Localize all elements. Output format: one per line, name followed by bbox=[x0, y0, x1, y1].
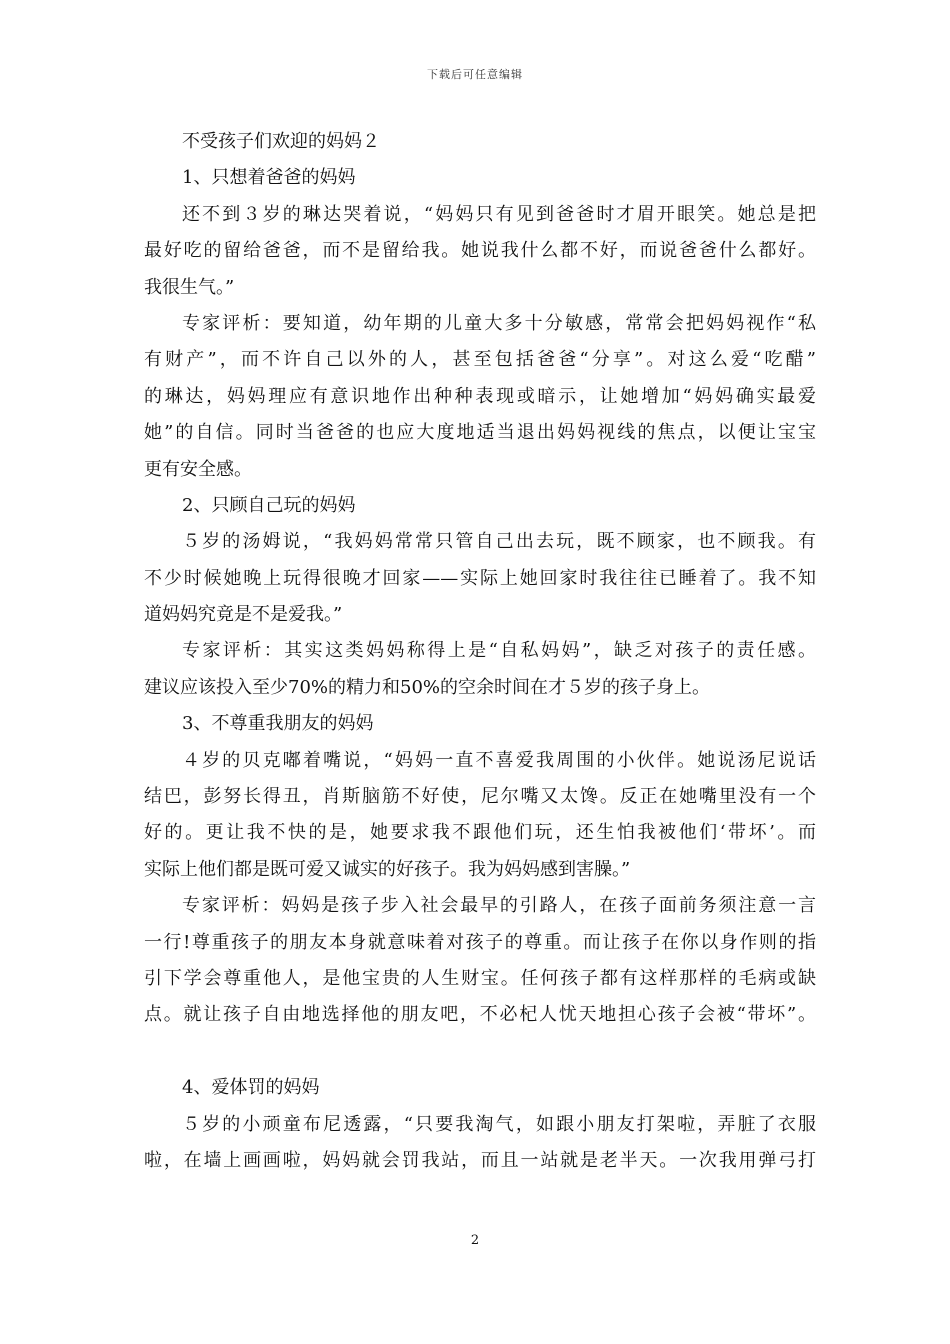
text-line: 道妈妈究竟是不是爱我。” bbox=[144, 604, 343, 626]
text-line: 点。就让孩子自由地选择他的朋友吧，不必杞人忧天地担心孩子会被“带坏”。 bbox=[144, 1004, 816, 1026]
text-line: 4、爱体罚的妈妈 bbox=[182, 1077, 320, 1099]
text-line: ５岁的汤姆说，“我妈妈常常只管自己出去玩，既不顾家，也不顾我。有 bbox=[182, 531, 816, 553]
text-line: 1、只想着爸爸的妈妈 bbox=[182, 167, 356, 189]
page-number: 2 bbox=[470, 1233, 480, 1248]
blank-line bbox=[144, 1034, 816, 1070]
text-line: 她”的自信。同时当爸爸的也应大度地适当退出妈妈视线的焦点，以便让宝宝 bbox=[144, 422, 816, 444]
text-line: 我很生气。” bbox=[144, 276, 235, 298]
text-line: 3、不尊重我朋友的妈妈 bbox=[182, 713, 374, 735]
text-line: 更有安全感。 bbox=[144, 458, 252, 480]
text-line: 专家评析：要知道，幼年期的儿童大多十分敏感，常常会把妈妈视作“私 bbox=[182, 312, 816, 334]
text-line: 的琳达，妈妈理应有意识地作出种种表现或暗示，让她增加“妈妈确实最爱 bbox=[144, 385, 816, 407]
text-line: 专家评析：其实这类妈妈称得上是“自私妈妈”，缺乏对孩子的责任感。 bbox=[182, 640, 816, 662]
text-line: 引下学会尊重他人，是他宝贵的人生财宝。任何孩子都有这样那样的毛病或缺 bbox=[144, 967, 816, 989]
text-line: 专家评析：妈妈是孩子步入社会最早的引路人，在孩子面前务须注意一言 bbox=[182, 895, 816, 917]
document-body bbox=[144, 124, 816, 1179]
page-header: 下载后可任意编辑 bbox=[427, 68, 523, 81]
text-line: 2、只顾自己玩的妈妈 bbox=[182, 494, 356, 516]
text-line: 建议应该投入至少70%的精力和50%的空余时间在才５岁的孩子身上。 bbox=[144, 676, 711, 698]
text-line: 不少时候她晚上玩得很晚才回家——实际上她回家时我往往已睡着了。我不知 bbox=[144, 567, 816, 589]
text-line: ５岁的小顽童布尼透露，“只要我淘气，如跟小朋友打架啦，弄脏了衣服 bbox=[182, 1113, 816, 1135]
text-line: 还不到３岁的琳达哭着说，“妈妈只有见到爸爸时才眉开眼笑。她总是把 bbox=[182, 203, 816, 225]
text-line: 实际上他们都是既可爱又诚实的好孩子。我为妈妈感到害臊。” bbox=[144, 858, 631, 880]
text-line: 有财产”，而不许自己以外的人，甚至包括爸爸“分享”。对这么爱“吃醋” bbox=[144, 349, 816, 371]
text-line: 好的。更让我不快的是，她要求我不跟他们玩，还生怕我被他们‘带坏’。而 bbox=[144, 822, 816, 844]
text-line: 一行!尊重孩子的朋友本身就意味着对孩子的尊重。而让孩子在你以身作则的指 bbox=[144, 931, 816, 953]
text-line: 不受孩子们欢迎的妈妈２ bbox=[182, 131, 380, 152]
text-line: 最好吃的留给爸爸，而不是留给我。她说我什么都不好，而说爸爸什么都好。 bbox=[144, 240, 816, 262]
text-line: 结巴，彭努长得丑，肖斯脑筋不好使，尼尔嘴又太馋。反正在她嘴里没有一个 bbox=[144, 786, 816, 808]
text-line: 啦，在墙上画画啦，妈妈就会罚我站，而且一站就是老半天。一次我用弹弓打 bbox=[144, 1149, 816, 1171]
text-line: ４岁的贝克嘟着嘴说，“妈妈一直不喜爱我周围的小伙伴。她说汤尼说话 bbox=[182, 749, 816, 771]
